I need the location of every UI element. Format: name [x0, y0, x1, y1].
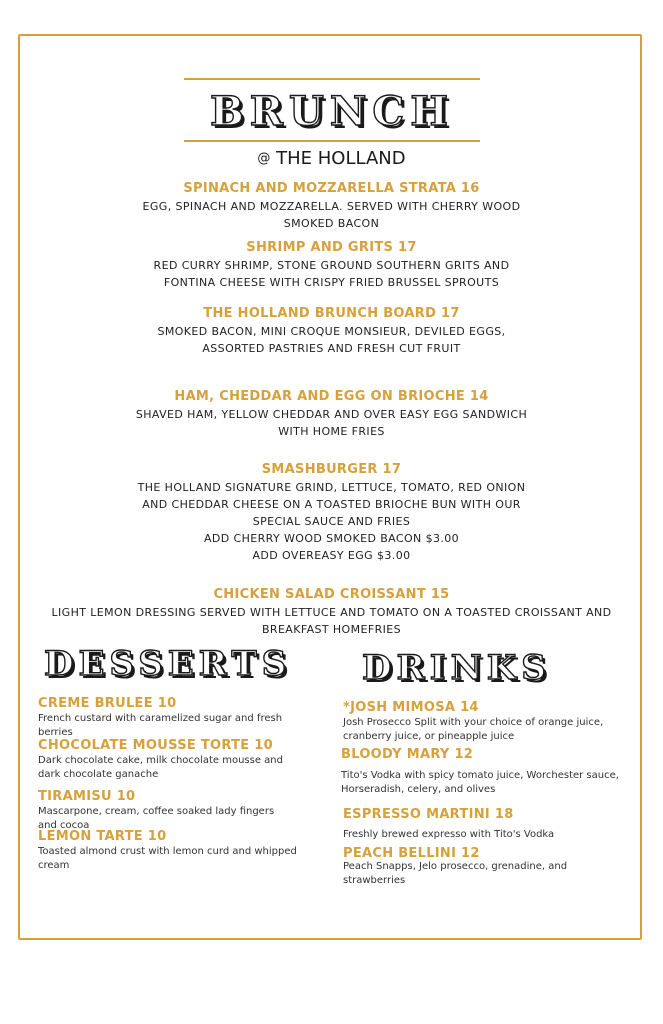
drink-item-desc-line: Freshly brewed expresso with Tito's Vodka	[343, 829, 555, 840]
brunch-item-desc-line: ADD CHERRY WOOD SMOKED BACON $3.00	[203, 532, 460, 545]
title-top-rule	[184, 78, 480, 80]
brunch-item-desc-line: EGG, SPINACH AND MOZZARELLA. SERVED WITH CHERRY WOOD	[142, 200, 521, 213]
venue-subtitle	[0, 148, 663, 169]
drink-item	[343, 806, 633, 842]
brunch-item	[40, 239, 623, 291]
desserts-title: DESSERTS	[44, 644, 292, 684]
brunch-item	[40, 461, 623, 564]
brunch-item-name: THE HOLLAND BRUNCH BOARD 17	[203, 306, 460, 321]
dessert-item-desc-line: Dark chocolate cake, milk chocolate mousse and	[38, 755, 283, 766]
title-bottom-rule	[184, 140, 480, 142]
drink-item-name: BLOODY MARY 12	[341, 747, 474, 762]
dessert-item-desc-line: dark chocolate ganache	[38, 769, 159, 780]
dessert-item-name: CHOCOLATE MOUSSE TORTE 10	[38, 738, 273, 753]
drink-item-desc-line: Peach Snapps, Jelo prosecco, grenadine, and	[343, 861, 568, 872]
dessert-item	[38, 737, 308, 782]
brunch-item-desc-line: THE HOLLAND SIGNATURE GRIND, LETTUCE, TOMATO, RED ONION	[137, 481, 526, 494]
drink-item	[341, 746, 633, 797]
dessert-item	[38, 788, 308, 833]
dessert-item-desc-line: and cocoa	[38, 820, 90, 831]
brunch-item-desc-line: FONTINA CHEESE WITH CRISPY FRIED BRUSSEL SPROUTS	[163, 276, 500, 289]
brunch-item-desc-line: BREAKFAST HOMEFRIES	[261, 623, 402, 636]
brunch-item-name: SHRIMP AND GRITS 17	[246, 240, 417, 255]
brunch-item-name: SPINACH AND MOZZARELLA STRATA 16	[183, 181, 480, 196]
brunch-item-desc-line: ADD OVEREASY EGG $3.00	[252, 549, 411, 562]
dessert-item-name: CREME BRULEE 10	[38, 696, 177, 711]
brunch-item-desc-line: LIGHT LEMON DRESSING SERVED WITH LETTUCE AND TOMATO ON A TOASTED CROISSANT AND	[51, 606, 612, 619]
drink-item-name: *JOSH MIMOSA 14	[343, 700, 479, 715]
dessert-item-desc-line: Mascarpone, cream, coffee soaked lady fingers	[38, 806, 275, 817]
title-block	[184, 88, 480, 136]
brunch-item-desc-line: ASSORTED PASTRIES AND FRESH CUT FRUIT	[202, 342, 461, 355]
drink-item-desc-line: Tito's Vodka with spicy tomato juice, Worchester sauce,	[341, 770, 619, 781]
drink-item-desc-line: Horseradish, celery, and olives	[341, 784, 496, 795]
drink-item	[343, 699, 633, 744]
drink-item-desc-line: cranberry juice, or pineapple juice	[343, 731, 515, 742]
brunch-item-desc-line: SHAVED HAM, YELLOW CHEDDAR AND OVER EASY EGG SANDWICH	[135, 408, 528, 421]
brunch-item-desc-line: SMOKED BACON	[283, 217, 380, 230]
brunch-item	[40, 305, 623, 357]
dessert-item-name: LEMON TARTE 10	[38, 829, 167, 844]
drink-item-name: PEACH BELLINI 12	[343, 846, 480, 861]
venue-name: THE HOLLAND	[276, 148, 406, 169]
dessert-item	[38, 828, 308, 873]
drink-item-desc-line: strawberries	[343, 875, 406, 886]
drinks-title: DRINKS	[362, 648, 551, 688]
brunch-item-desc-line: RED CURRY SHRIMP, STONE GROUND SOUTHERN GRITS AND	[153, 259, 510, 272]
brunch-item-name: SMASHBURGER 17	[261, 462, 402, 477]
dessert-item-desc-line: berries	[38, 727, 73, 738]
at-sign: @	[257, 151, 271, 166]
drink-item-name: ESPRESSO MARTINI 18	[343, 807, 514, 822]
dessert-item	[38, 695, 308, 740]
brunch-item	[30, 586, 633, 638]
brunch-item	[40, 180, 623, 232]
dessert-item-name: TIRAMISU 10	[38, 789, 136, 804]
dessert-item-desc-line: cream	[38, 860, 70, 871]
dessert-item-desc-line: French custard with caramelized sugar and fresh	[38, 713, 283, 724]
drink-item	[343, 845, 633, 888]
dessert-item-desc-line: Toasted almond crust with lemon curd and whipped	[38, 846, 297, 857]
brunch-item-desc-line: SPECIAL SAUCE AND FRIES	[252, 515, 411, 528]
brunch-item-desc-line: AND CHEDDAR CHEESE ON A TOASTED BRIOCHE BUN WITH OUR	[142, 498, 521, 511]
brunch-item-desc-line: SMOKED BACON, MINI CROQUE MONSIEUR, DEVILED EGGS,	[157, 325, 506, 338]
brunch-item-name: HAM, CHEDDAR AND EGG ON BRIOCHE 14	[174, 389, 489, 404]
drink-item-desc-line: Josh Prosecco Split with your choice of orange juice,	[343, 717, 604, 728]
brunch-item-name: CHICKEN SALAD CROISSANT 15	[213, 587, 450, 602]
brunch-item	[40, 388, 623, 440]
brunch-item-desc-line: WITH HOME FRIES	[278, 425, 385, 438]
page-title: BRUNCH	[209, 88, 455, 135]
